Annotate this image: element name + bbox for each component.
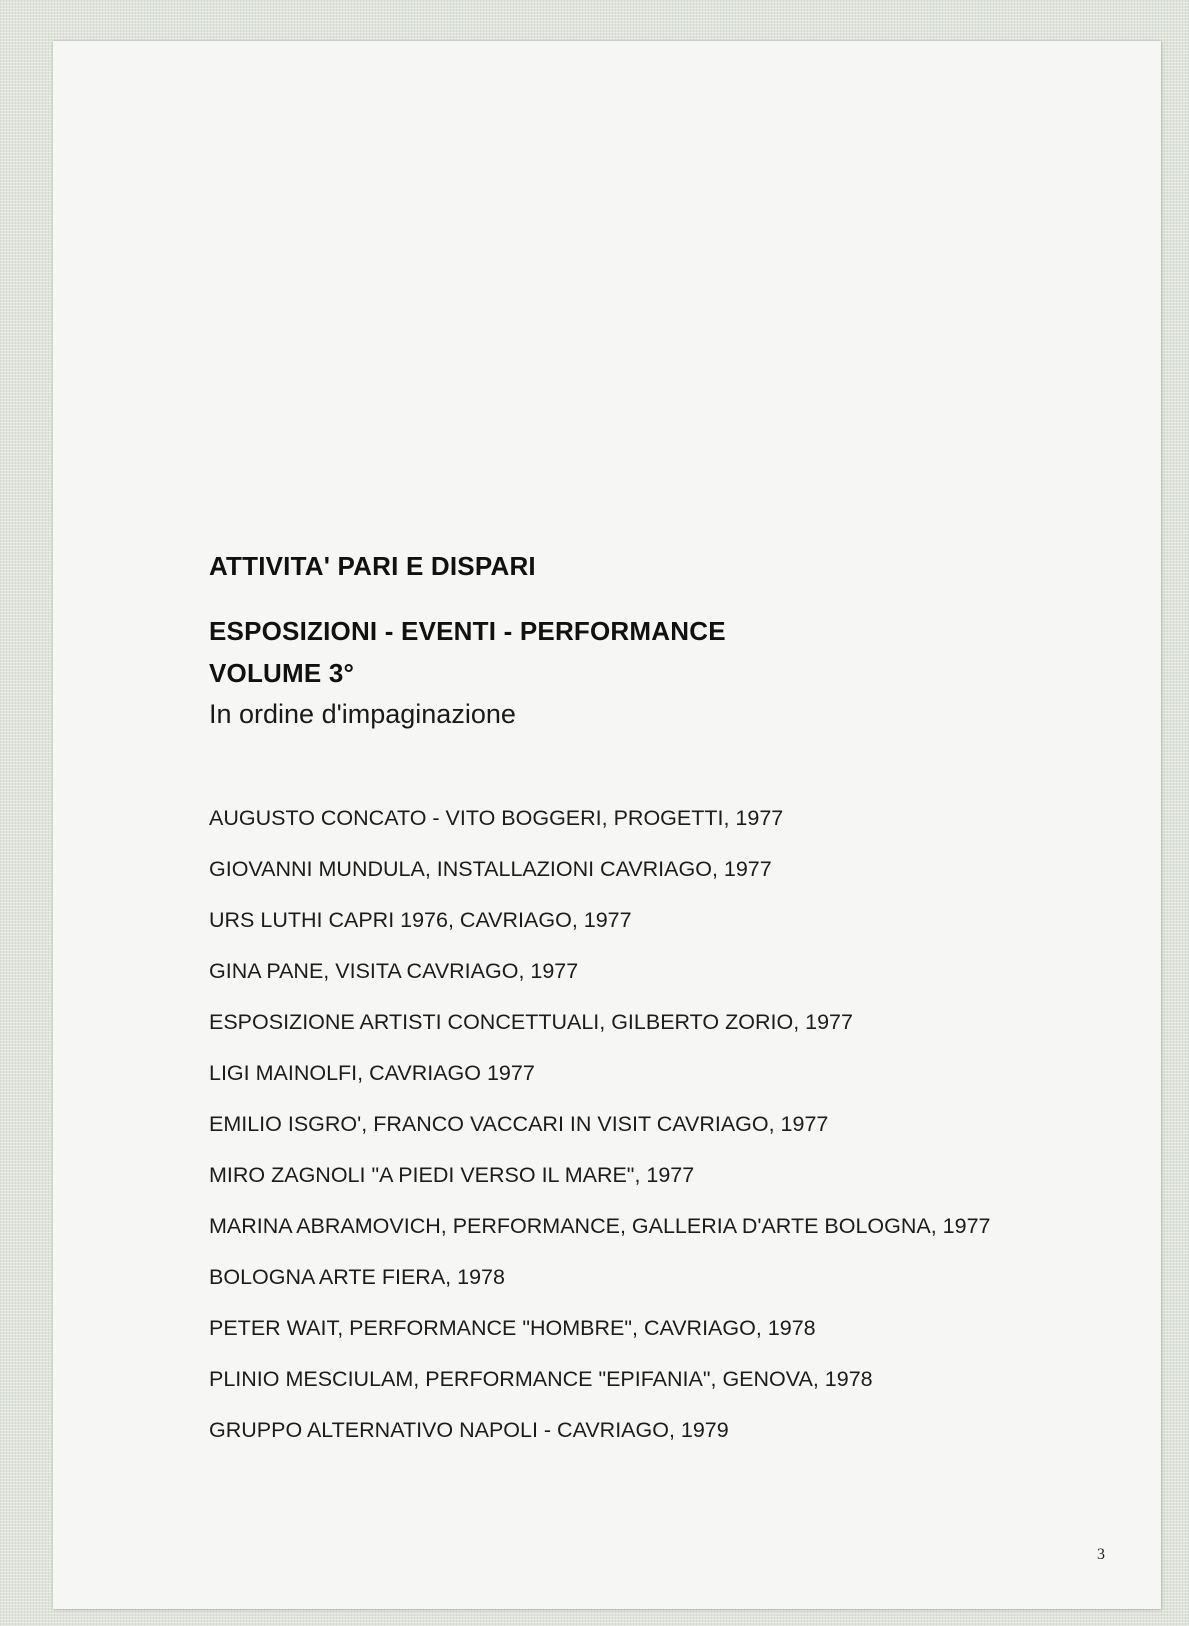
list-item: GIOVANNI MUNDULA, INSTALLAZIONI CAVRIAGO, 1977	[209, 857, 772, 881]
document-page	[53, 41, 1161, 1609]
list-item: GINA PANE, VISITA CAVRIAGO, 1977	[209, 959, 579, 983]
list-item: GRUPPO ALTERNATIVO NAPOLI - CAVRIAGO, 1979	[209, 1418, 729, 1442]
list-item: LIGI MAINOLFI, CAVRIAGO 1977	[209, 1061, 535, 1085]
list-item: AUGUSTO CONCATO - VITO BOGGERI, PROGETTI, 1977	[209, 806, 784, 830]
document-subtitle: In ordine d'impaginazione	[209, 699, 516, 729]
list-item: MARINA ABRAMOVICH, PERFORMANCE, GALLERIA D'ARTE BOLOGNA, 1977	[209, 1214, 991, 1238]
page-number: 3	[1097, 1546, 1105, 1563]
list-item: PLINIO MESCIULAM, PERFORMANCE "EPIFANIA", GENOVA, 1978	[209, 1367, 873, 1391]
list-item: BOLOGNA ARTE FIERA, 1978	[209, 1265, 505, 1289]
list-item: EMILIO ISGRO', FRANCO VACCARI IN VISIT CAVRIAGO, 1977	[209, 1112, 829, 1136]
section-title: ESPOSIZIONI - EVENTI - PERFORMANCE	[209, 616, 726, 646]
list-item: URS LUTHI CAPRI 1976, CAVRIAGO, 1977	[209, 908, 632, 932]
list-item: MIRO ZAGNOLI "A PIEDI VERSO IL MARE", 1977	[209, 1163, 695, 1187]
entry-list	[209, 803, 991, 1466]
volume-label: VOLUME 3°	[209, 658, 355, 688]
document-title: ATTIVITA' PARI E DISPARI	[209, 551, 536, 581]
list-item: ESPOSIZIONE ARTISTI CONCETTUALI, GILBERTO ZORIO, 1977	[209, 1010, 853, 1034]
list-item: PETER WAIT, PERFORMANCE "HOMBRE", CAVRIAGO, 1978	[209, 1316, 816, 1340]
